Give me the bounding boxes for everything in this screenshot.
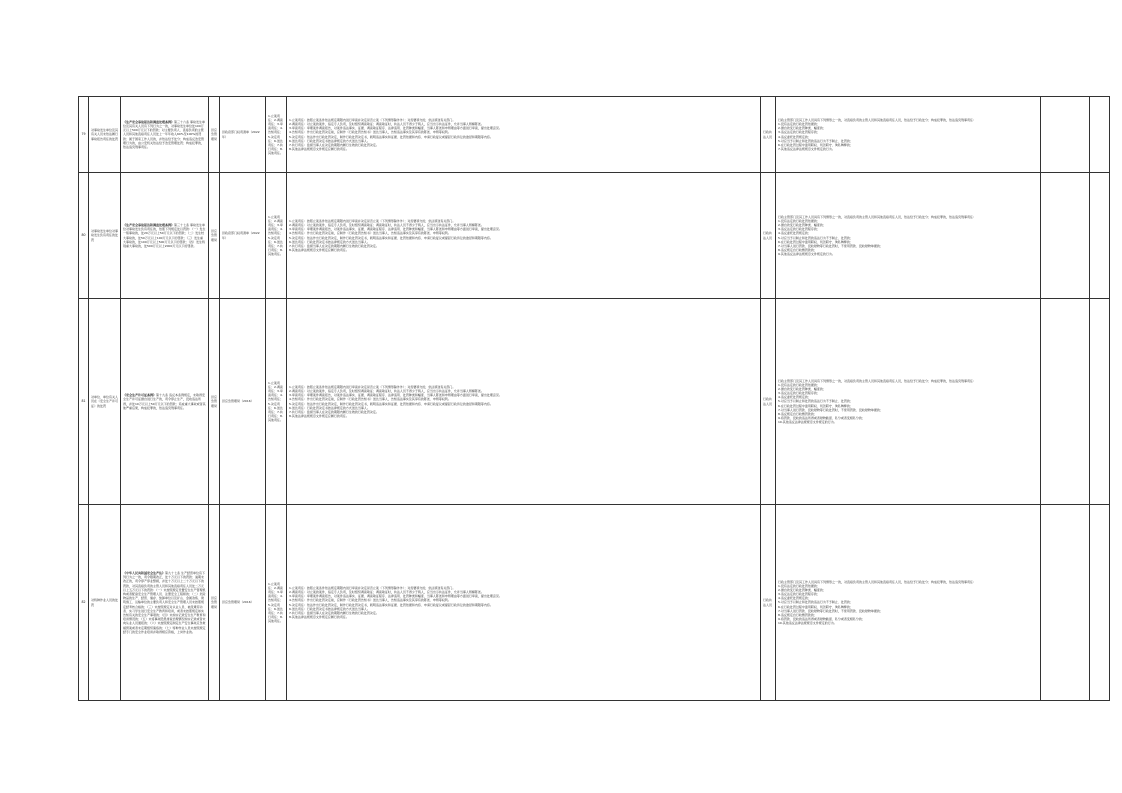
legal-basis-cell [121, 299, 209, 505]
table-row [79, 97, 1110, 173]
liability-line: 5.对应当予以制止和处罚的违法行为不予制止、处罚的； [778, 138, 853, 143]
accountable-party: 行政执法人员 [761, 505, 776, 701]
duty-line: 2.调查责任：对立案的案件，指定专人负责，及时组织调查取证；调查取证时，执法人员不得少于两人，应当出示执法证件，允许当事人辩解陈述。 [289, 223, 484, 228]
liability-line: 4.违反委托处罚规定的； [778, 395, 811, 400]
law-title: 《中华人民共和国安全生产法》 [123, 570, 166, 575]
liability-cell [776, 505, 1041, 701]
liability-line: 2.擅自改变行政处罚种类、幅度的； [778, 126, 826, 131]
power-list-table [78, 96, 1110, 701]
liability-line: 7.对当事人进行罚款、没收财物等行政处罚时，不使用罚款、没收财物单据的； [778, 243, 883, 248]
liability-line: 2.擅自改变行政处罚种类、幅度的； [778, 223, 826, 228]
law-body: 第三十六条 事故发生单位及其有关人员有下列行为之一的，对事故发生单位处100万元以上500万元以下的罚款；对主要负责人、直接负责的主管人员和其他直接责任人员处上一年年收入60%至100%的罚款；属于国家工作人员的，并依法给予处分；构成违反治安管理行为的，由公安机关依法给予治安管理处罚；构成犯罪的，依法追究刑事责任。 [123, 119, 205, 149]
liability-line: 10.其他违反法律法规规章文件规定的行为。 [778, 620, 837, 625]
liability-line: 3.违反法定的行政处罚程序的； [778, 391, 820, 396]
duty-line: 2.调查责任：对立案的案件，指定专人负责，及时组织调查取证；调查取证时，执法人员不得少于两人，应当出示执法证件，允许当事人辩解陈述。 [289, 122, 484, 127]
duty-detail-cell [287, 173, 761, 299]
liability-line: 6.在行政处罚过程中滥用职权、玩忽职守、徇私舞弊的； [778, 403, 853, 408]
accountable-party: 行政执法人员 [761, 97, 776, 173]
law-body: 第十九条 违反本条例规定，未取得安全生产许可证擅自进行生产的，责令停止生产，没收违法所得，并处10万元以上50万元以下的罚款；造成重大事故或者其他严重后果，构成犯罪的，依法追究刑事责任。 [123, 393, 206, 410]
liability-line: 8.违反规定自行收缴罚款的； [778, 612, 817, 617]
liability-line: 5.对应当予以制止和处罚的违法行为不予制止、处罚的； [778, 600, 853, 605]
blank-cell [1041, 299, 1090, 505]
liability-line: 6.在行政处罚过程中滥用职权、玩忽职守、徇私舞弊的； [778, 142, 853, 147]
liability-line: 7.对当事人进行罚款、没收财物等行政处罚时，不使用罚款、没收财物单据的； [778, 407, 883, 412]
liability-line: 行政主管部门及其工作人员具有下列情形之一的，对直接负责的主管人员和其他直接责任人员，依法给予行政处分；构成犯罪的，依法追究刑事责任： [778, 579, 977, 584]
row-number: 79 [79, 97, 89, 173]
list-basis: 县应急管理局（2016） [220, 505, 266, 701]
duty-line: 5.决定责任：依法作出行政处罚决定，制作行政处罚决定书，载明违法事实和证据、处罚依据和内容、申请行政复议或提起行政诉讼的途径和期限等内容。 [289, 602, 493, 607]
duty-line: 4.告知责任：作出行政处罚决定前，应制作《行政处罚告知书》送达当事人，告知违法事实及其享有的陈述、申辩等权利。 [289, 397, 451, 402]
duty-line: 2.调查责任：对立案的案件，指定专人负责，及时组织调查取证；调查取证时，执法人员不得少于两人，应当出示执法证件，允许当事人辩解陈述。 [289, 590, 484, 595]
duty-line: 1.立案责任：按照立案条件依法规定期限内进行审查并决定是否立案（下列情形除外外）；对需要移交的，依法移送有关部门。 [289, 586, 456, 591]
liability-line: 4.违反委托处罚规定的； [778, 134, 811, 139]
liability-line: 1.没有法定的行政处罚依据的； [778, 219, 820, 224]
duty-detail-cell [287, 97, 761, 173]
liability-line: 9.将罚款、没收的违法所得或者财物截留、私分或者变相私分的； [778, 616, 865, 621]
duty-line: 4.告知责任：作出行政处罚决定前，应制作《行政处罚告知书》送达当事人，告知违法事实及其享有的陈述、申辩等权利。 [289, 598, 451, 603]
liability-line: 1.没有法定的行政处罚依据的； [778, 122, 820, 127]
liability-line: 8.违反规定自行收缴罚款的； [778, 411, 817, 416]
legal-basis-cell [121, 505, 209, 701]
duty-line: 7.执行责任：监督当事人在决定的期限内履行生效的行政处罚决定。 [289, 142, 379, 147]
liability-line: 行政主管部门及其工作人员具有下列情形之一的，对直接负责的主管人员和其他直接责任人员，依法给予行政处分；构成犯罪的，依法追究刑事责任： [778, 378, 977, 383]
power-list-table-page [78, 96, 1044, 736]
duty-line: 6.送达责任：行政处罚决定书按法律规定的方式送达当事人。 [289, 138, 370, 143]
legal-basis-cell [121, 97, 209, 173]
duty-line: 7.执行责任：监督当事人在决定的期限内履行生效的行政处罚决定。 [289, 610, 379, 615]
liability-line: 行政主管部门及其工作人员具有下列情形之一的，对直接负责的主管人员和其他直接责任人员，依法给予行政处分；构成犯罪的，依法追究刑事责任： [778, 118, 977, 123]
liability-line: 1.没有法定的行政处罚依据的； [778, 383, 820, 388]
duty-summary: 1.立案责任；2.调查责任；3.审查责任；4.告知责任；5.决定责任；6.送达责任；7.执行责任；8.其他责任。 [266, 173, 287, 299]
legal-basis-cell [121, 173, 209, 299]
law-title: 《生产安全事故报告和调查处理条例》 [123, 119, 175, 124]
power-item-name: 对事故发生单位对事故发生负有责任的处罚 [89, 173, 121, 299]
liability-line: 4.违反委托处罚规定的； [778, 596, 811, 601]
liability-line: 9.其他违反法律法规规章文件规定的行为。 [778, 251, 835, 256]
liability-cell [776, 97, 1041, 173]
duty-line: 8.其他法律法规规章文件规定应履行的责任。 [289, 146, 349, 151]
duty-line: 6.送达责任：行政处罚决定书按法律规定的方式送达当事人。 [289, 606, 370, 611]
duty-summary: 1.立案责任；2.调查责任；3.审查责任；4.告知责任；5.决定责任；6.送达责任；7.执行责任；8.其他责任。 [266, 505, 287, 701]
row-number: 82 [79, 505, 89, 701]
duty-line: 3.审查责任：审理案件调查报告，对案件违法事实、证据、调查取证程序、法律适用、处罚种类和幅度、当事人陈述和申辩理由等方面进行审查，提出处理意见。 [289, 594, 502, 599]
row-number: 80 [79, 173, 89, 299]
duty-summary: 1.立案责任；2.调查责任；3.审查责任；4.告知责任；5.决定责任；6.送达责任；7.执行责任；8.其他责任。 [266, 97, 287, 173]
duty-line: 3.审查责任：审理案件调查报告，对案件违法事实、证据、调查取证程序、法律适用、处罚种类和幅度、当事人陈述和申辩理由等方面进行审查，提出处理意见。 [289, 126, 502, 131]
table-row [79, 173, 1110, 299]
law-body: 第三十七条 事故发生单位对事故发生负有责任的，依照下列规定处以罚款：（一）发生一般事故的，处20万元以上50万元以下的罚款；（二）发生较大事故的，处50万元以上100万元以下的罚款；（三）发生重大事故的，处100万元以上500万元以下的罚款；（四）发生特别重大事故的，处500万元以上2000万元以下的罚款。 [123, 222, 206, 248]
liability-cell [776, 299, 1041, 505]
duty-line: 8.其他法律法规规章文件规定应履行的责任。 [289, 413, 349, 418]
accountable-party: 行政执法人员 [761, 299, 776, 505]
liability-line: 3.违反法定的行政处罚程序的； [778, 592, 820, 597]
duty-summary: 1.立案责任；2.调查责任；3.审查责任；4.告知责任；5.决定责任；6.送达责任；7.执行责任；8.其他责任。 [266, 299, 287, 505]
liability-line: 5.对应当予以制止和处罚的违法行为不予制止、处罚的； [778, 235, 853, 240]
remarks-cell [1090, 97, 1110, 173]
law-title: 《安全生产许可证条例》 [123, 393, 157, 398]
duty-line: 7.执行责任：监督当事人在决定的期限内履行生效的行政处罚决定。 [289, 409, 379, 414]
table-row [79, 299, 1110, 505]
implementing-subject: 县应急管理局 [209, 505, 220, 701]
remarks-cell [1090, 505, 1110, 701]
liability-cell [776, 173, 1041, 299]
liability-line: 7.其他违反法律法规规章文件规定的行为。 [778, 146, 835, 151]
power-item-name: 对事故发生单位及其有关人员未依法履行事故报告责任的处罚 [89, 97, 121, 173]
blank-cell [1041, 97, 1090, 173]
liability-line: 3.违反法定的行政处罚程序的； [778, 227, 820, 232]
remarks-cell [1090, 299, 1110, 505]
duty-line: 7.执行责任：监督当事人在决定的期限内履行生效的行政处罚决定。 [289, 243, 379, 248]
liability-line: 5.对应当予以制止和处罚的违法行为不予制止、处罚的； [778, 399, 853, 404]
duty-line: 5.决定责任：依法作出行政处罚决定，制作行政处罚决定书，载明违法事实和证据、处罚依据和内容、申请行政复议或提起行政诉讼的途径和期限等内容。 [289, 134, 493, 139]
liability-line: 6.在行政处罚过程中滥用职权、玩忽职守、徇私舞弊的； [778, 604, 853, 609]
duty-line: 8.其他法律法规规章文件规定应履行的责任。 [289, 614, 349, 619]
blank-cell [1041, 505, 1090, 701]
liability-line: 1.没有法定的行政处罚依据的； [778, 584, 820, 589]
table-row [79, 505, 1110, 701]
accountable-party: 行政执法人员 [761, 173, 776, 299]
duty-line: 4.告知责任：作出行政处罚决定前，应制作《行政处罚告知书》送达当事人，告知违法事实及其享有的陈述、申辩等权利。 [289, 231, 451, 236]
power-item-name: 对特种作业人员的处罚 [89, 505, 121, 701]
power-item-name: 对单位、单位有关人员在《安全生产许可证》的处罚 [89, 299, 121, 505]
duty-line: 1.立案责任：按照立案条件依法规定期限内进行审查并决定是否立案（下列情形除外外）；对需要移交的，依法移送有关部门。 [289, 219, 456, 224]
liability-line: 6.在行政处罚过程中滥用职权、玩忽职守、徇私舞弊的； [778, 239, 853, 244]
liability-line: 2.擅自改变行政处罚种类、幅度的； [778, 588, 826, 593]
remarks-cell [1090, 173, 1110, 299]
liability-line: 3.违反法定的行政处罚程序的； [778, 130, 820, 135]
liability-line: 4.违反委托处罚规定的； [778, 231, 811, 236]
duty-line: 3.审查责任：审理案件调查报告，对案件违法事实、证据、调查取证程序、法律适用、处罚种类和幅度、当事人陈述和申辩理由等方面进行审查，提出处理意见。 [289, 227, 502, 232]
row-number: 81 [79, 299, 89, 505]
duty-line: 3.审查责任：审理案件调查报告，对案件违法事实、证据、调查取证程序、法律适用、处罚种类和幅度、当事人陈述和申辩理由等方面进行审查，提出处理意见。 [289, 393, 502, 398]
duty-detail-cell [287, 505, 761, 701]
list-basis: 县应急管理局（2016） [220, 299, 266, 505]
list-basis: 县政府部门权责清单（2022年） [220, 97, 266, 173]
duty-line: 1.立案责任：按照立案条件依法规定期限内进行审查并决定是否立案（下列情形除外外）；对需要移交的，依法移送有关部门。 [289, 385, 456, 390]
liability-line: 10.其他违反法律法规规章文件规定的行为。 [778, 419, 837, 424]
law-title: 《生产安全事故报告和调查处理条例》 [123, 222, 175, 227]
duty-line: 2.调查责任：对立案的案件，指定专人负责，及时组织调查取证；调查取证时，执法人员不得少于两人，应当出示执法证件，允许当事人辩解陈述。 [289, 389, 484, 394]
list-basis: 县政府部门权责清单（2022年） [220, 173, 266, 299]
duty-line: 6.送达责任：行政处罚决定书按法律规定的方式送达当事人。 [289, 405, 370, 410]
duty-line: 5.决定责任：依法作出行政处罚决定，制作行政处罚决定书，载明违法事实和证据、处罚依据和内容、申请行政复议或提起行政诉讼的途径和期限等内容。 [289, 235, 493, 240]
duty-line: 8.其他法律法规规章文件规定应履行的责任。 [289, 247, 349, 252]
duty-line: 4.告知责任：作出行政处罚决定前，应制作《行政处罚告知书》送达当事人，告知违法事实及其享有的陈述、申辩等权利。 [289, 130, 451, 135]
liability-line: 7.对当事人进行罚款、没收财物等行政处罚时，不使用罚款、没收财物单据的； [778, 608, 883, 613]
blank-cell [1041, 173, 1090, 299]
duty-line: 6.送达责任：行政处罚决定书按法律规定的方式送达当事人。 [289, 239, 370, 244]
liability-line: 9.将罚款、没收的违法所得或者财物截留、私分或者变相私分的； [778, 415, 865, 420]
duty-line: 1.立案责任：按照立案条件依法规定期限内进行审查并决定是否立案（下列情形除外外）；对需要移交的，依法移送有关部门。 [289, 118, 456, 123]
implementing-subject: 县应急管理局 [209, 97, 220, 173]
implementing-subject: 县应急管理局 [209, 173, 220, 299]
duty-detail-cell [287, 299, 761, 505]
liability-line: 行政主管部门及其工作人员具有下列情形之一的，对直接负责的主管人员和其他直接责任人员，依法给予行政处分；构成犯罪的，依法追究刑事责任： [778, 215, 977, 220]
duty-line: 5.决定责任：依法作出行政处罚决定，制作行政处罚决定书，载明违法事实和证据、处罚依据和内容、申请行政复议或提起行政诉讼的途径和期限等内容。 [289, 401, 493, 406]
implementing-subject: 县应急管理局 [209, 299, 220, 505]
liability-line: 8.违反规定自行收缴罚款的； [778, 247, 817, 252]
liability-line: 2.擅自改变行政处罚种类、幅度的； [778, 387, 826, 392]
law-body: 第九十七条 生产经营单位有下列行为之一的，责令限期改正，处十万元以下的罚款；逾期未改正的，责令停产停业整顿，并处十万元以上二十万元以下的罚款，对其直接负责的主管人员和其他直接责任人员处二万元以上五万元以下的罚款：（一）未按照规定设置安全生产管理机构或者配备安全生产管理人员、注册安全工程师的；（二）危险物品的生产、经营、储存、装卸单位以及矿山、金属冶炼、建筑施工、运输单位的主要负责人和安全生产管理人员未按照规定经考核合格的；（三）未按照规定对从业人员、被派遣劳动者、实习学生进行安全生产教育和培训，或者未按照规定如实告知有关的安全生产事项的；（四）未如实记录安全生产教育和培训情况的；（五）未将事故隐患排查治理情况如实记录或者未向从业人员通报的；（六）未按照规定制定生产安全事故应急救援预案或者未定期组织演练的；（七）特种作业人员未按照规定经专门的安全作业培训并取得相应资格，上岗作业的。 [123, 570, 206, 634]
